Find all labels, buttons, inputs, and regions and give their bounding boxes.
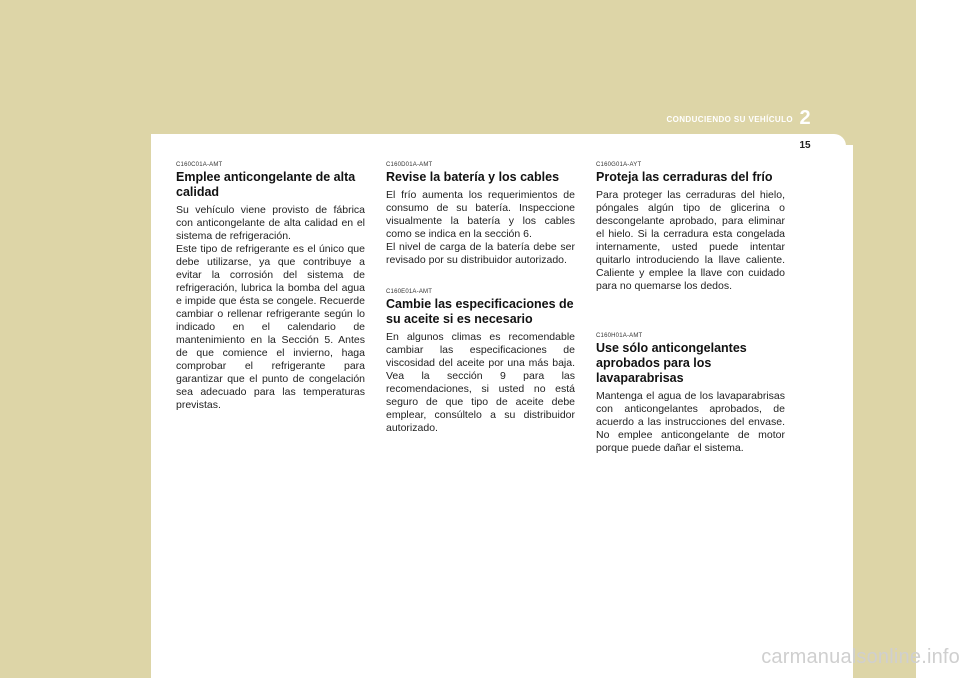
chapter-title: CONDUCIENDO SU VEHÍCULO bbox=[666, 115, 793, 124]
column-1 bbox=[176, 162, 365, 434]
section-battery bbox=[386, 162, 575, 267]
section-code: C160E01A-AMT bbox=[386, 289, 433, 295]
page-number: 15 bbox=[799, 140, 811, 151]
section-washer bbox=[596, 333, 785, 455]
watermark: carmanualsonline.info bbox=[761, 646, 960, 668]
section-antifreeze bbox=[176, 162, 365, 412]
column-2 bbox=[386, 162, 575, 457]
section-heading: Emplee anticongelante de alta calidad bbox=[176, 170, 356, 199]
section-body: Mantenga el agua de los lavaparabrisas con anticongelantes aprobados, de acuerdo a las instrucciones del envase. No emplee anticongelante de motor porque puede dañar el sistema. bbox=[596, 390, 785, 454]
section-heading: Use sólo anticongelantes aprobados para los lavaparabrisas bbox=[596, 341, 747, 385]
section-code: C160C01A-AMT bbox=[176, 162, 223, 168]
section-body: El frío aumenta los requerimientos de consumo de su batería. Inspeccione visualmente la batería y los cables como se indica en la sección 6. El nivel de carga de la batería debe ser revisado por su distribuidor autorizado. bbox=[386, 189, 575, 266]
chapter-number: 2 bbox=[799, 107, 811, 129]
section-heading: Proteja las cerraduras del frío bbox=[596, 170, 773, 184]
section-heading: Revise la batería y los cables bbox=[386, 170, 560, 184]
section-locks bbox=[596, 162, 785, 293]
section-code: C160H01A-AMT bbox=[596, 333, 643, 339]
section-oil bbox=[386, 289, 575, 435]
section-body: Para proteger las cerraduras del hielo, póngales algún tipo de glicerina o descongelante aprobado, para eliminar el hielo. Si la cerradura esta congelada internamente, usted puede intentar quitarlo introduciendo la llave caliente. Caliente y emplee la llave con cuidado para no quemarse los dedos. bbox=[596, 189, 785, 292]
header-tab bbox=[151, 134, 846, 154]
section-code: C160G01A-AYT bbox=[596, 162, 642, 168]
column-3 bbox=[596, 162, 785, 477]
section-body: En algunos climas es recomendable cambiar las especificaciones de viscosidad del aceite por una más baja. Vea la sección 9 para las recomendaciones, si usted no está seguro de que tipo de aceite debe emplear, consúltelo a su distribuidor autorizado. bbox=[386, 331, 575, 434]
section-heading: Cambie las especificaciones de su aceite si es necesario bbox=[386, 297, 574, 326]
section-code: C160D01A-AMT bbox=[386, 162, 433, 168]
section-body: Su vehículo viene provisto de fábrica con anticongelante de alta calidad en el sistema de refrigeración. Este tipo de refrigerante es el único que debe utilizarse, ya que contribuye a evitar la corrosión del sistema de refrigeración, lubrica la bomba del agua e impide que ésta se congele. Recuerde cambiar o rellenar refrigerante según lo indicado en el calendario de mantenimiento en la Sección 5. Antes de que comience el invierno, haga comprobar el refrigerante para garantizar que el punto de congelación sea adecuado para las temperaturas previstas. bbox=[176, 204, 365, 411]
